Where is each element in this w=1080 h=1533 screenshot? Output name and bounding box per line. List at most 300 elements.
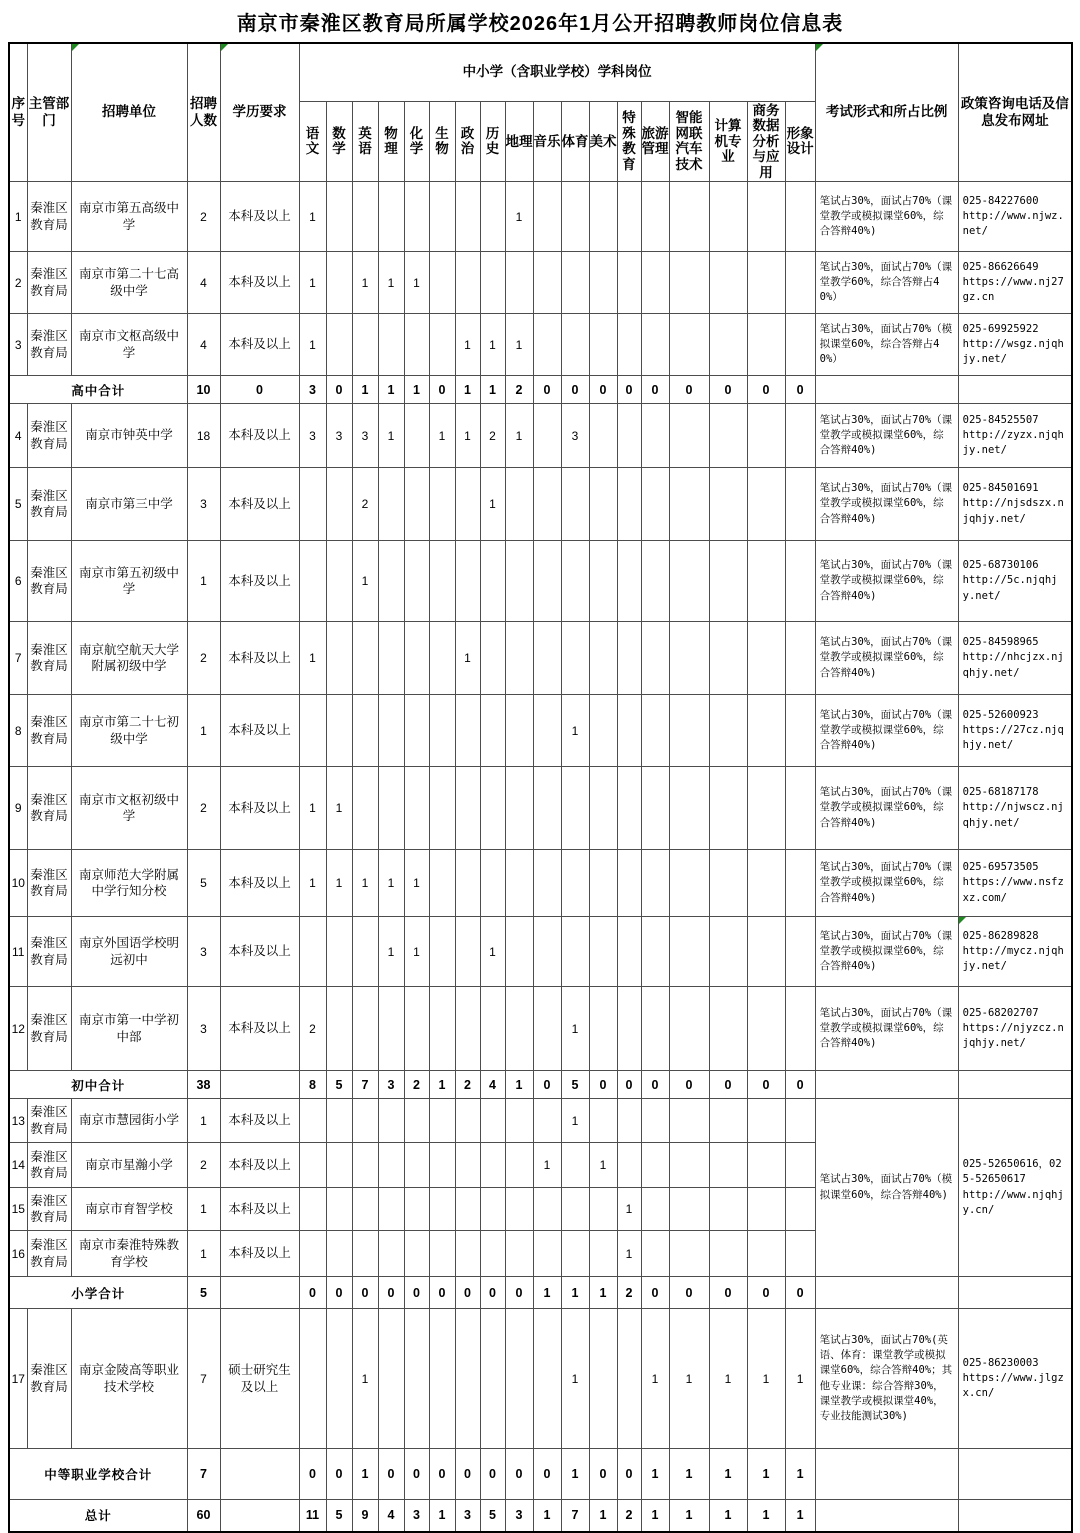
subtotal-row	[9, 1449, 1072, 1500]
subject-count-cell	[747, 850, 785, 917]
subject-count-cell: 0	[326, 376, 352, 404]
exam-format-cell: 笔试占30%，面试占70%（课堂教学或模拟课堂60%，综合答辩40%)	[815, 468, 958, 541]
subject-count-cell	[589, 987, 617, 1071]
exam-format-cell	[815, 1277, 958, 1309]
serial-cell: 13	[9, 1099, 27, 1143]
subject-count-cell	[533, 1099, 561, 1143]
exam-format-cell	[815, 1071, 958, 1099]
subject-count-cell	[326, 1309, 352, 1449]
subject-count-cell	[669, 252, 709, 314]
subject-count-cell	[326, 622, 352, 695]
subject-count-cell: 1	[561, 1449, 589, 1500]
school-name-cell: 南京市星瀚小学	[71, 1143, 187, 1188]
headcount-cell: 38	[187, 1071, 220, 1099]
subject-count-cell	[429, 1231, 455, 1277]
education-cell: 本科及以上	[220, 468, 299, 541]
subject-count-cell: 1	[617, 1188, 641, 1231]
subject-count-cell	[747, 695, 785, 767]
subject-count-cell	[404, 314, 429, 376]
subject-count-cell: 1	[378, 850, 404, 917]
subject-count-cell	[533, 1309, 561, 1449]
department-cell: 秦淮区教育局	[27, 767, 71, 850]
subject-count-cell: 1	[785, 1500, 815, 1532]
subject-count-cell: 0	[480, 1449, 505, 1500]
subject-count-cell: 0	[747, 1277, 785, 1309]
subject-count-cell: 2	[617, 1277, 641, 1309]
exam-format-cell	[815, 1500, 958, 1532]
subject-count-cell	[785, 182, 815, 252]
subject-count-cell	[617, 1099, 641, 1143]
headcount-cell: 2	[187, 182, 220, 252]
subject-count-cell	[505, 252, 533, 314]
headcount-cell: 18	[187, 404, 220, 468]
subject-count-cell	[641, 767, 669, 850]
subject-count-cell: 1	[505, 404, 533, 468]
header-subject: 化学	[404, 101, 429, 182]
headcount-cell: 1	[187, 1231, 220, 1277]
subject-count-cell	[505, 1188, 533, 1231]
phone-text: 025-84598965	[962, 636, 1039, 649]
education-cell: 本科及以上	[220, 987, 299, 1071]
subject-count-cell: 5	[326, 1500, 352, 1532]
subject-count-cell	[299, 917, 326, 987]
subject-count-cell	[561, 850, 589, 917]
subject-count-cell	[505, 1231, 533, 1277]
subject-count-cell: 0	[429, 1449, 455, 1500]
subject-count-cell	[352, 1099, 378, 1143]
website-text: https://27cz.njqhjy.net/	[962, 723, 1064, 752]
table-row	[9, 468, 1072, 541]
subject-count-cell: 1	[641, 1500, 669, 1532]
subject-count-cell: 0	[533, 376, 561, 404]
summary-label-cell: 中等职业学校合计	[9, 1449, 187, 1500]
headcount-cell: 3	[187, 987, 220, 1071]
subject-count-cell: 8	[299, 1071, 326, 1099]
website-text: http://njwscz.njqhjy.net/	[962, 801, 1064, 829]
subject-count-cell	[709, 1188, 747, 1231]
subject-count-cell	[641, 1188, 669, 1231]
subject-count-cell: 0	[785, 376, 815, 404]
subject-count-cell: 1	[404, 252, 429, 314]
subject-count-cell: 1	[299, 767, 326, 850]
subject-count-cell	[299, 1231, 326, 1277]
subject-count-cell	[480, 767, 505, 850]
header-policy-contact: 政策咨询电话及信息发布网址	[958, 43, 1072, 182]
exam-format-cell: 笔试占30%，面试占70%（课堂教学或模拟课堂60%，综合答辩40%)	[815, 182, 958, 252]
education-cell: 本科及以上	[220, 1099, 299, 1143]
subject-count-cell	[352, 987, 378, 1071]
subject-count-cell	[352, 1188, 378, 1231]
subject-count-cell	[785, 1188, 815, 1231]
subject-count-cell: 0	[641, 1071, 669, 1099]
subject-count-cell: 1	[533, 1500, 561, 1532]
subject-count-cell	[533, 541, 561, 622]
serial-cell: 3	[9, 314, 27, 376]
subject-count-cell: 0	[617, 1449, 641, 1500]
subject-count-cell	[299, 1188, 326, 1231]
subject-count-cell	[709, 767, 747, 850]
subject-count-cell	[404, 987, 429, 1071]
education-cell	[220, 1277, 299, 1309]
serial-cell: 14	[9, 1143, 27, 1188]
subject-count-cell	[561, 468, 589, 541]
subject-count-cell: 1	[709, 1449, 747, 1500]
serial-cell: 8	[9, 695, 27, 767]
header-subject: 商务数据分析与应用	[747, 101, 785, 182]
department-cell: 秦淮区教育局	[27, 850, 71, 917]
subject-count-cell	[378, 1309, 404, 1449]
subject-count-cell	[669, 917, 709, 987]
subject-count-cell	[378, 468, 404, 541]
subject-count-cell	[641, 182, 669, 252]
subject-count-cell	[404, 1188, 429, 1231]
subject-count-cell	[455, 767, 480, 850]
contact-cell	[958, 314, 1072, 376]
header-subject: 旅游管理	[641, 101, 669, 182]
subject-count-cell	[505, 1099, 533, 1143]
header-subject: 音乐	[533, 101, 561, 182]
subject-count-cell	[404, 404, 429, 468]
phone-text: 025-69573505	[962, 861, 1039, 874]
subject-count-cell	[455, 1143, 480, 1188]
subject-count-cell: 1	[326, 767, 352, 850]
subject-count-cell	[404, 182, 429, 252]
subject-count-cell	[561, 917, 589, 987]
subject-count-cell: 1	[404, 917, 429, 987]
headcount-cell: 5	[187, 1277, 220, 1309]
subject-count-cell	[709, 468, 747, 541]
subject-count-cell	[747, 622, 785, 695]
exam-format-cell: 笔试占30%，面试占70%（课堂教学或模拟课堂60%，综合答辩40%)	[815, 917, 958, 987]
subject-count-cell	[378, 622, 404, 695]
recruitment-table	[8, 42, 1073, 1533]
subject-count-cell	[352, 622, 378, 695]
subject-count-cell	[480, 622, 505, 695]
subject-count-cell	[617, 1143, 641, 1188]
subject-count-cell: 2	[455, 1071, 480, 1099]
serial-cell: 7	[9, 622, 27, 695]
subject-count-cell	[669, 1231, 709, 1277]
subject-count-cell	[429, 182, 455, 252]
subject-count-cell	[641, 252, 669, 314]
subject-count-cell: 1	[299, 850, 326, 917]
subject-count-cell: 2	[505, 376, 533, 404]
phone-text: 025-86230003	[962, 1356, 1039, 1369]
subject-count-cell	[480, 252, 505, 314]
subject-count-cell: 0	[641, 1277, 669, 1309]
subject-count-cell: 1	[429, 404, 455, 468]
subject-count-cell	[299, 1309, 326, 1449]
header-education-label: 学历要求	[232, 104, 287, 120]
contact-cell	[958, 917, 1072, 987]
phone-text: 025-68730106	[962, 559, 1039, 572]
subject-count-cell	[617, 767, 641, 850]
subject-count-cell	[326, 1188, 352, 1231]
subject-count-cell	[617, 468, 641, 541]
contact-cell	[958, 987, 1072, 1071]
subject-count-cell	[505, 1309, 533, 1449]
comment-marker-icon	[221, 44, 228, 51]
school-name-cell: 南京市第三中学	[71, 468, 187, 541]
subtotal-row	[9, 376, 1072, 404]
subject-count-cell	[533, 314, 561, 376]
summary-label-cell: 高中合计	[9, 376, 187, 404]
subject-count-cell	[747, 1099, 785, 1143]
subject-count-cell: 1	[352, 850, 378, 917]
subject-count-cell	[404, 1099, 429, 1143]
subject-count-cell: 1	[785, 1449, 815, 1500]
contact-cell	[958, 1500, 1072, 1532]
subject-count-cell	[455, 252, 480, 314]
subject-count-cell: 0	[455, 1449, 480, 1500]
subject-count-cell	[326, 1143, 352, 1188]
subject-count-cell	[669, 1099, 709, 1143]
website-text: http://wsgz.njqhjy.net/	[962, 337, 1064, 366]
subject-count-cell	[669, 622, 709, 695]
subject-count-cell	[561, 767, 589, 850]
subject-count-cell	[747, 1143, 785, 1188]
contact-cell	[958, 695, 1072, 767]
subject-count-cell	[641, 1099, 669, 1143]
header-subject: 物理	[378, 101, 404, 182]
education-cell: 本科及以上	[220, 252, 299, 314]
subject-count-cell	[747, 252, 785, 314]
subject-count-cell: 1	[669, 1449, 709, 1500]
subject-count-cell: 1	[480, 468, 505, 541]
comment-marker-icon	[959, 917, 966, 924]
subject-count-cell	[429, 541, 455, 622]
department-cell: 秦淮区教育局	[27, 468, 71, 541]
headcount-cell: 1	[187, 1099, 220, 1143]
subject-count-cell	[299, 695, 326, 767]
headcount-cell: 2	[187, 622, 220, 695]
education-cell	[220, 1500, 299, 1532]
subject-count-cell	[533, 622, 561, 695]
subject-count-cell: 1	[429, 1500, 455, 1532]
subject-count-cell	[455, 541, 480, 622]
subject-count-cell	[533, 987, 561, 1071]
contact-cell	[958, 404, 1072, 468]
education-cell	[220, 1071, 299, 1099]
subject-count-cell	[617, 314, 641, 376]
subject-count-cell	[709, 1231, 747, 1277]
subject-count-cell	[455, 1188, 480, 1231]
subject-count-cell	[404, 767, 429, 850]
subject-count-cell	[589, 1309, 617, 1449]
subject-count-cell: 1	[455, 404, 480, 468]
subject-count-cell	[589, 314, 617, 376]
subject-count-cell	[669, 850, 709, 917]
subject-count-cell	[785, 917, 815, 987]
table-row	[9, 1309, 1072, 1449]
phone-text: 025-68202707	[962, 1006, 1039, 1019]
subject-count-cell	[589, 767, 617, 850]
subject-count-cell	[709, 252, 747, 314]
contact-cell	[958, 1449, 1072, 1500]
table-row	[9, 1099, 1072, 1143]
subject-count-cell	[641, 1143, 669, 1188]
subject-count-cell	[533, 404, 561, 468]
subject-count-cell: 1	[378, 376, 404, 404]
subject-count-cell	[669, 182, 709, 252]
subject-count-cell	[589, 468, 617, 541]
subject-count-cell: 1	[589, 1143, 617, 1188]
subject-count-cell	[669, 541, 709, 622]
subject-count-cell	[480, 1231, 505, 1277]
table-header	[9, 43, 1072, 182]
subject-count-cell	[429, 767, 455, 850]
subject-count-cell: 0	[404, 1277, 429, 1309]
subject-count-cell: 5	[561, 1071, 589, 1099]
subject-count-cell	[641, 314, 669, 376]
subject-count-cell	[589, 1231, 617, 1277]
education-cell: 硕士研究生及以上	[220, 1309, 299, 1449]
subject-count-cell	[589, 917, 617, 987]
subject-count-cell: 0	[404, 1449, 429, 1500]
subject-count-cell	[669, 468, 709, 541]
subject-count-cell	[617, 1309, 641, 1449]
table-row	[9, 917, 1072, 987]
subject-count-cell	[709, 622, 747, 695]
subject-count-cell	[747, 917, 785, 987]
subject-count-cell	[378, 767, 404, 850]
website-text: http://5c.njqhjy.net/	[962, 574, 1058, 602]
subject-count-cell	[669, 695, 709, 767]
table-row	[9, 182, 1072, 252]
subject-count-cell	[641, 541, 669, 622]
subject-count-cell	[533, 468, 561, 541]
subject-count-cell	[561, 1143, 589, 1188]
subject-count-cell	[533, 252, 561, 314]
subject-count-cell	[561, 1188, 589, 1231]
subject-count-cell	[455, 1231, 480, 1277]
subject-count-cell: 0	[326, 1277, 352, 1309]
website-text: https://www.nj27gz.cn	[962, 275, 1064, 304]
education-cell: 本科及以上	[220, 850, 299, 917]
department-cell: 秦淮区教育局	[27, 1188, 71, 1231]
headcount-cell: 4	[187, 252, 220, 314]
subject-count-cell: 1	[641, 1449, 669, 1500]
comment-marker-icon	[72, 44, 79, 51]
summary-label-cell: 初中合计	[9, 1071, 187, 1099]
subject-count-cell	[404, 1143, 429, 1188]
subject-count-cell: 0	[352, 1277, 378, 1309]
subject-count-cell	[505, 541, 533, 622]
subject-count-cell: 1	[747, 1500, 785, 1532]
subject-count-cell: 0	[709, 376, 747, 404]
subject-count-cell: 0	[785, 1277, 815, 1309]
subject-count-cell: 1	[299, 622, 326, 695]
subject-count-cell	[326, 468, 352, 541]
header-subject: 地理	[505, 101, 533, 182]
subject-count-cell: 1	[480, 376, 505, 404]
table-row	[9, 541, 1072, 622]
subject-count-cell	[480, 182, 505, 252]
subject-count-cell: 1	[455, 314, 480, 376]
education-cell: 0	[220, 376, 299, 404]
exam-format-cell: 笔试占30%，面试占70%（课堂教学或模拟课堂60%，综合答辩40%)	[815, 767, 958, 850]
subject-count-cell	[429, 1188, 455, 1231]
contact-cell	[958, 252, 1072, 314]
header-serial: 序号	[9, 43, 27, 182]
website-text: http://nhcjzx.njqhjy.net/	[962, 651, 1064, 679]
headcount-cell: 1	[187, 1188, 220, 1231]
phone-text: 025-52650616，025-52650617	[962, 1158, 1062, 1186]
headcount-cell: 2	[187, 767, 220, 850]
department-cell: 秦淮区教育局	[27, 252, 71, 314]
subject-count-cell: 1	[617, 1231, 641, 1277]
subject-count-cell	[641, 695, 669, 767]
table-row	[9, 987, 1072, 1071]
header-exam-label: 考试形式和所占比例	[825, 104, 948, 120]
subject-count-cell	[785, 541, 815, 622]
subject-count-cell	[429, 850, 455, 917]
headcount-cell: 5	[187, 850, 220, 917]
school-name-cell: 南京师范大学附属中学行知分校	[71, 850, 187, 917]
department-cell: 秦淮区教育局	[27, 182, 71, 252]
subject-count-cell: 0	[589, 1449, 617, 1500]
subject-count-cell	[669, 1143, 709, 1188]
subject-count-cell	[505, 917, 533, 987]
subject-count-cell	[533, 767, 561, 850]
subject-count-cell	[455, 1099, 480, 1143]
subject-count-cell	[429, 622, 455, 695]
exam-format-cell: 笔试占30%，面试占70%（课堂教学或模拟课堂60%，综合答辩40%)	[815, 695, 958, 767]
subject-count-cell	[505, 622, 533, 695]
subject-count-cell: 2	[352, 468, 378, 541]
header-subject: 政治	[455, 101, 480, 182]
subject-count-cell: 0	[326, 1449, 352, 1500]
header-headcount: 招聘人数	[187, 43, 220, 182]
page-title: 南京市秦淮区教育局所属学校2026年1月公开招聘教师岗位信息表	[236, 12, 844, 35]
subject-count-cell	[709, 1099, 747, 1143]
website-text: http://mycz.njqhjy.net/	[962, 944, 1064, 973]
table-row	[9, 850, 1072, 917]
subject-count-cell	[404, 695, 429, 767]
subject-count-cell	[505, 468, 533, 541]
subject-count-cell: 1	[561, 695, 589, 767]
website-text: http://zyzx.njqhjy.net/	[962, 428, 1064, 457]
exam-format-cell: 笔试占30%，面试占70%（课堂教学或模拟课堂60%，综合答辩40%)	[815, 541, 958, 622]
subject-count-cell: 1	[505, 1071, 533, 1099]
subject-count-cell: 0	[505, 1449, 533, 1500]
headcount-cell: 1	[187, 695, 220, 767]
subject-count-cell: 0	[709, 1071, 747, 1099]
table-row	[9, 767, 1072, 850]
subject-count-cell	[378, 1231, 404, 1277]
website-text: http://njsdszx.njqhjy.net/	[962, 497, 1064, 525]
website-text: http://www.njwz.net/	[962, 209, 1064, 238]
subject-count-cell: 1	[641, 1309, 669, 1449]
subject-count-cell: 1	[299, 314, 326, 376]
subject-count-cell	[589, 541, 617, 622]
serial-cell: 11	[9, 917, 27, 987]
subject-count-cell	[669, 767, 709, 850]
subject-count-cell	[589, 695, 617, 767]
subject-count-cell: 0	[378, 1277, 404, 1309]
subject-count-cell: 3	[404, 1500, 429, 1532]
subject-count-cell: 1	[378, 917, 404, 987]
subject-count-cell	[561, 622, 589, 695]
contact-cell	[958, 1309, 1072, 1449]
subject-count-cell: 2	[617, 1500, 641, 1532]
subject-count-cell: 3	[352, 404, 378, 468]
subject-count-cell	[533, 850, 561, 917]
subject-count-cell	[404, 622, 429, 695]
exam-format-cell	[815, 1449, 958, 1500]
subject-count-cell: 0	[455, 1277, 480, 1309]
serial-cell: 9	[9, 767, 27, 850]
